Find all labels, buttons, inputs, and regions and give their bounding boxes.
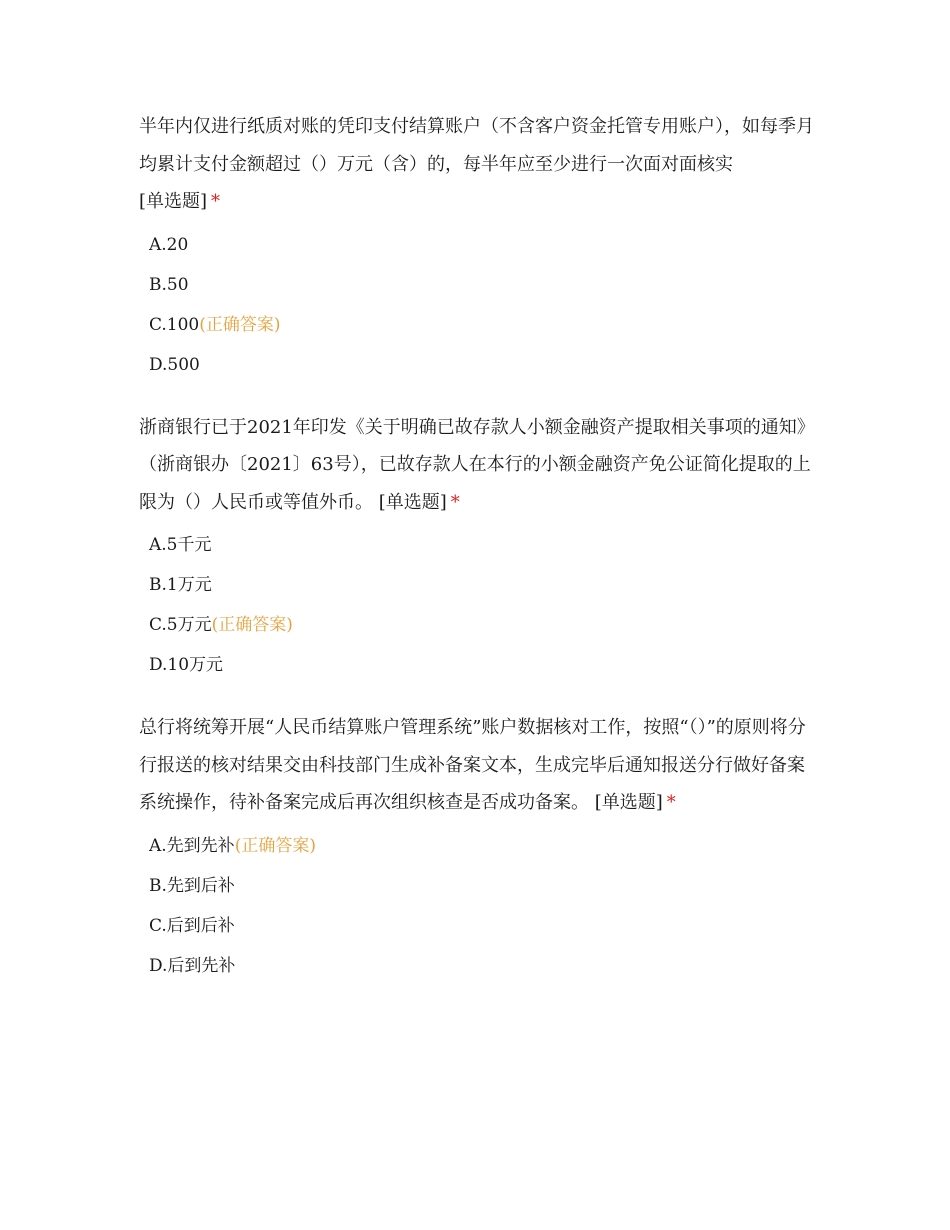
option-label: D.10万元 [149,655,224,675]
option-list [139,225,819,385]
question-text [139,709,819,822]
question-1 [139,108,819,385]
question-stem: 半年内仅进行纸质对账的凭印支付结算账户（不含客户资金托管专用账户），如每季月均累计支付金额超过（）万元（含）的，每半年应至少进行一次面对面核实 [139,116,814,175]
survey-page [139,108,819,1010]
option-label: C.100 [149,314,200,335]
correct-answer-tag: (正确答案) [234,835,316,856]
question-stem: 浙商银行已于2021年印发《关于明确已故存款人小额金融资产提取相关事项的通知》（浙商银办〔2021〕63号），已故存款人在本行的小额金融资产免公证简化提取的上限为（）人民币或等值外币。 [139,416,815,513]
correct-answer-tag: (正确答案) [211,615,293,635]
option-b[interactable] [149,866,819,906]
option-a[interactable] [149,525,819,565]
option-d[interactable] [149,645,819,685]
required-mark: * [211,191,221,212]
question-text [139,409,819,522]
question-2 [139,409,819,686]
required-mark: * [666,792,676,813]
correct-answer-tag: (正确答案) [199,314,281,335]
question-3 [139,709,819,986]
question-type-label: [单选题] [378,491,447,513]
option-list [139,525,819,685]
option-label: B.50 [149,274,189,295]
option-label: A.先到先补 [149,835,235,856]
option-b[interactable] [149,265,819,305]
question-text [139,108,819,221]
option-label: B.1万元 [149,575,212,595]
option-a[interactable] [149,826,819,866]
option-label: B.先到后补 [149,875,235,896]
option-label: A.5千元 [149,535,212,555]
question-stem: 总行将统筹开展“人民币结算账户管理系统”账户数据核对工作，按照“（）”的原则将分行报送的核对结果交由科技部门生成补备案文本，生成完毕后通知报送分行做好备案系统操作，待补备案完成后再次组织核查是否成功备案。 [139,717,806,813]
option-c[interactable] [149,605,819,645]
option-c[interactable] [149,305,819,345]
option-b[interactable] [149,565,819,605]
option-d[interactable] [149,946,819,986]
option-list [139,826,819,986]
option-label: C.后到后补 [149,915,235,936]
option-a[interactable] [149,225,819,265]
required-mark: * [450,491,460,513]
question-type-label: [单选题] [594,792,663,813]
option-d[interactable] [149,345,819,385]
question-type-label: [单选题] [139,191,208,212]
option-label: D.500 [149,354,200,375]
option-label: A.20 [149,234,189,255]
option-label: D.后到先补 [149,955,236,976]
option-c[interactable] [149,906,819,946]
option-label: C.5万元 [149,615,212,635]
